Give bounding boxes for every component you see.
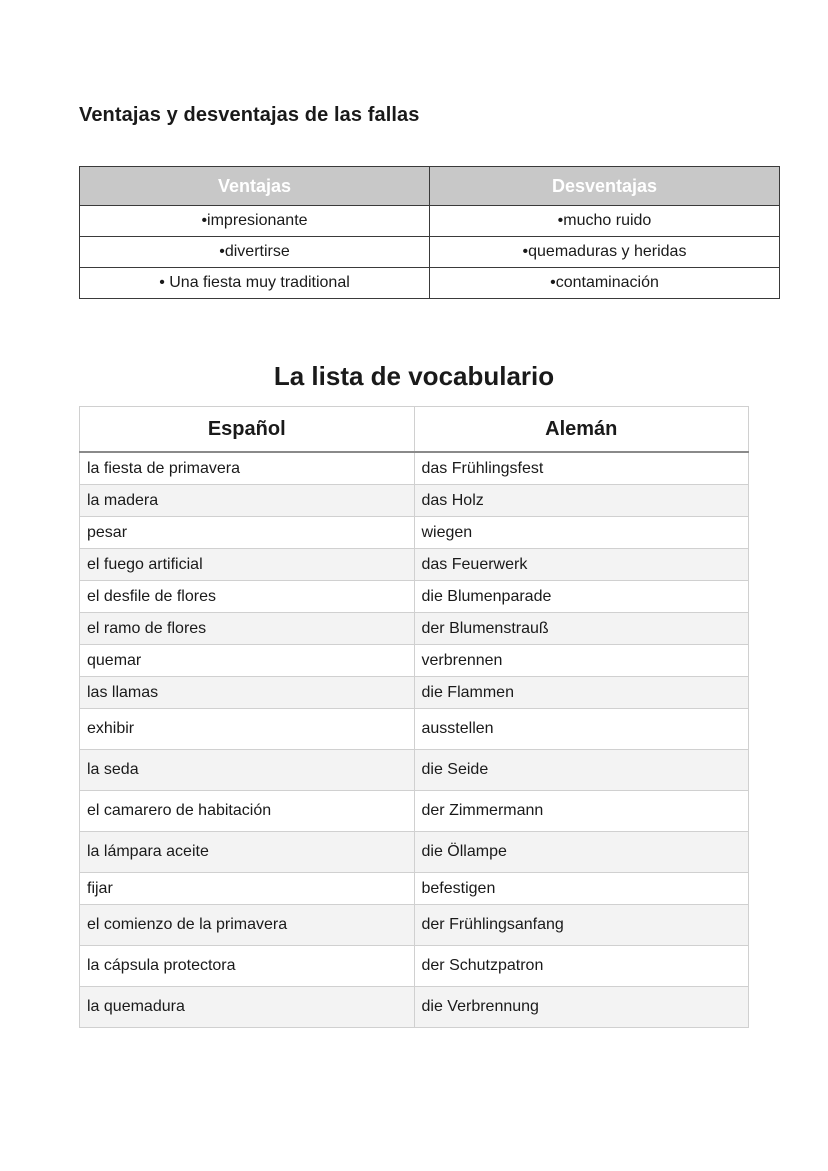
spanish-term: el fuego artificial [80,549,415,581]
vocab-row [80,946,749,987]
spanish-term: quemar [80,645,415,677]
vocab-row [80,677,749,709]
spanish-term: el ramo de flores [80,613,415,645]
pros-cons-heading: Ventajas y desventajas de las fallas [79,104,420,126]
vocab-row [80,709,749,750]
pros-cons-header-row [80,167,780,206]
pros-cons-table [79,166,780,299]
vocab-table [79,406,749,1028]
spanish-term: exhibir [80,709,415,750]
german-term: der Frühlingsanfang [414,905,749,946]
spanish-term: fijar [80,873,415,905]
german-term: die Öllampe [414,832,749,873]
spanish-header: Español [80,407,415,453]
spanish-term: la seda [80,750,415,791]
spanish-term: las llamas [80,677,415,709]
disadvantage-cell: •mucho ruido [430,206,780,237]
vocab-row [80,485,749,517]
vocab-row [80,832,749,873]
german-term: verbrennen [414,645,749,677]
german-term: der Blumenstrauß [414,613,749,645]
german-term: das Holz [414,485,749,517]
vocab-row [80,613,749,645]
german-term: wiegen [414,517,749,549]
vocab-row [80,987,749,1028]
german-term: der Zimmermann [414,791,749,832]
spanish-term: la quemadura [80,987,415,1028]
german-header: Alemán [414,407,749,453]
pros-cons-row [80,237,780,268]
pros-cons-row [80,206,780,237]
vocab-row [80,581,749,613]
disadvantages-header: Desventajas [430,167,780,206]
advantage-cell: •divertirse [80,237,430,268]
vocab-title: La lista de vocabulario [273,361,555,391]
spanish-term: la cápsula protectora [80,946,415,987]
vocab-row [80,645,749,677]
vocab-row [80,750,749,791]
german-term: ausstellen [414,709,749,750]
german-term: die Blumenparade [414,581,749,613]
advantages-header: Ventajas [80,167,430,206]
vocab-row [80,517,749,549]
german-term: der Schutzpatron [414,946,749,987]
spanish-term: pesar [80,517,415,549]
spanish-term: el desfile de flores [80,581,415,613]
disadvantage-cell: •contaminación [430,268,780,299]
spanish-term: la lámpara aceite [80,832,415,873]
german-term: befestigen [414,873,749,905]
vocab-row [80,905,749,946]
vocab-row [80,791,749,832]
spanish-term: el comienzo de la primavera [80,905,415,946]
pros-cons-row [80,268,780,299]
vocab-row [80,549,749,581]
advantage-cell: • Una fiesta muy traditional [80,268,430,299]
german-term: das Frühlingsfest [414,452,749,485]
disadvantage-cell: •quemaduras y heridas [430,237,780,268]
advantage-cell: •impresionante [80,206,430,237]
spanish-term: la fiesta de primavera [80,452,415,485]
german-term: die Verbrennung [414,987,749,1028]
vocab-header-row [80,407,749,453]
vocab-row [80,873,749,905]
german-term: die Seide [414,750,749,791]
vocab-row [80,452,749,485]
spanish-term: el camarero de habitación [80,791,415,832]
german-term: die Flammen [414,677,749,709]
spanish-term: la madera [80,485,415,517]
german-term: das Feuerwerk [414,549,749,581]
